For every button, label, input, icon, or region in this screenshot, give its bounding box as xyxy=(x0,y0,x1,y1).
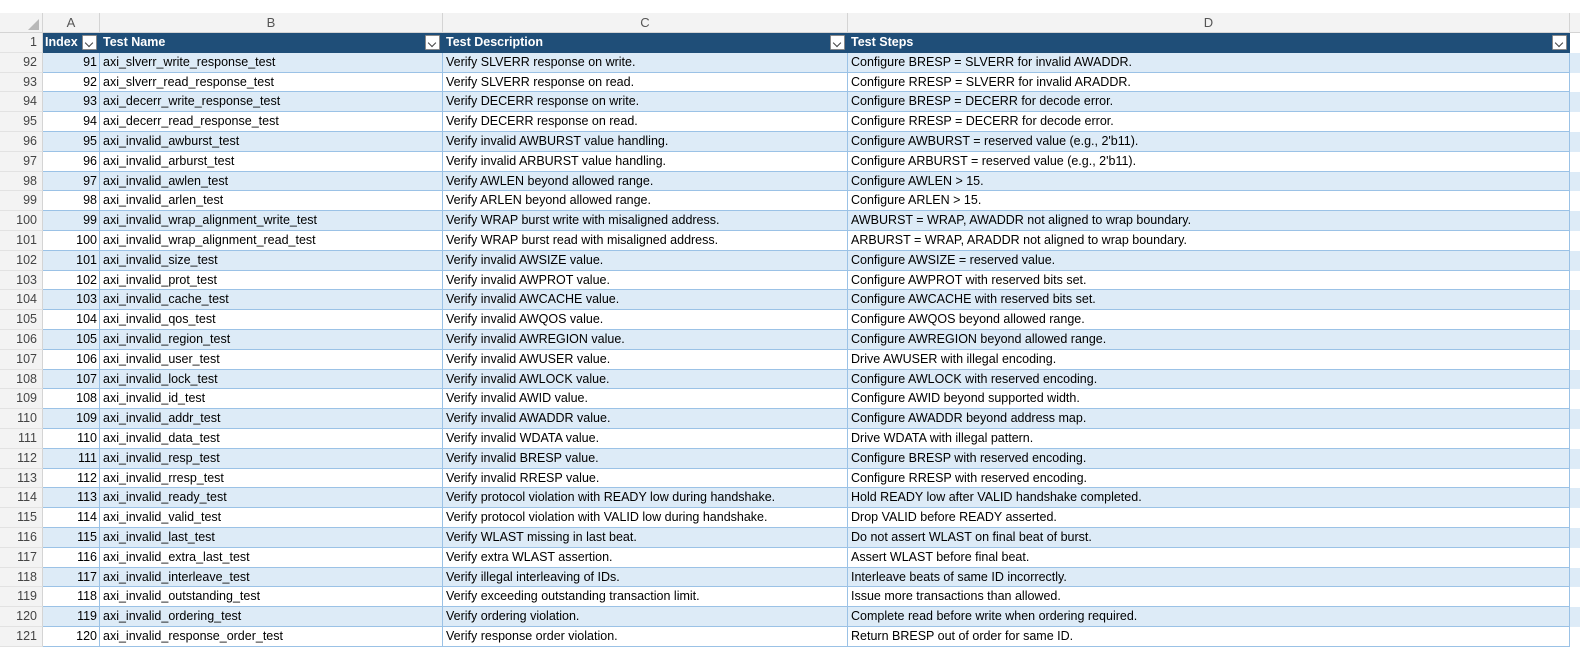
cell-index[interactable]: 91 xyxy=(43,53,100,73)
filter-dropdown-icon[interactable] xyxy=(82,35,97,50)
column-header-b[interactable]: B xyxy=(100,13,443,33)
row-number[interactable]: 99 xyxy=(0,191,43,211)
cell-test-steps[interactable]: Configure AWQOS beyond allowed range. xyxy=(848,310,1570,330)
row-number[interactable]: 104 xyxy=(0,290,43,310)
cell-index[interactable]: 114 xyxy=(43,508,100,528)
column-header-a[interactable]: A xyxy=(43,13,100,33)
cell-test-name[interactable]: axi_invalid_response_order_test xyxy=(100,627,443,647)
cell-index[interactable]: 119 xyxy=(43,607,100,627)
cell-index[interactable]: 94 xyxy=(43,112,100,132)
cell-test-description[interactable]: Verify invalid AWREGION value. xyxy=(443,330,848,350)
row-number[interactable]: 116 xyxy=(0,528,43,548)
table-row xyxy=(0,587,1580,607)
cell-test-description[interactable]: Verify invalid RRESP value. xyxy=(443,469,848,489)
cell-test-description[interactable]: Verify DECERR response on read. xyxy=(443,112,848,132)
cell-test-description[interactable]: Verify invalid WDATA value. xyxy=(443,429,848,449)
cell-test-name[interactable]: axi_decerr_read_response_test xyxy=(100,112,443,132)
table-row xyxy=(0,429,1580,449)
cell-test-steps[interactable]: Do not assert WLAST on final beat of burst. xyxy=(848,528,1570,548)
cell-test-name[interactable]: axi_slverr_write_response_test xyxy=(100,53,443,73)
cell-test-description[interactable]: Verify response order violation. xyxy=(443,627,848,647)
select-all-button[interactable] xyxy=(0,13,43,33)
table-row xyxy=(0,568,1580,588)
table-row xyxy=(0,152,1580,172)
spreadsheet-grid xyxy=(0,33,1580,647)
cell-test-steps[interactable]: Configure AWLOCK with reserved encoding. xyxy=(848,370,1570,390)
table-row xyxy=(0,528,1580,548)
row-number[interactable]: 100 xyxy=(0,211,43,231)
cell-index[interactable]: 104 xyxy=(43,310,100,330)
cell-test-description[interactable]: Verify ordering violation. xyxy=(443,607,848,627)
filter-dropdown-icon[interactable] xyxy=(1552,35,1567,50)
row-number[interactable]: 107 xyxy=(0,350,43,370)
column-header-bar xyxy=(0,13,1580,33)
cell-index[interactable]: 110 xyxy=(43,429,100,449)
row-number[interactable]: 113 xyxy=(0,469,43,489)
cell-test-description[interactable]: Verify invalid BRESP value. xyxy=(443,449,848,469)
filter-dropdown-icon[interactable] xyxy=(425,35,440,50)
header-label: Test Steps xyxy=(851,35,914,49)
cell-test-name[interactable]: axi_invalid_cache_test xyxy=(100,290,443,310)
table-row xyxy=(0,370,1580,390)
table-row xyxy=(0,350,1580,370)
table-row xyxy=(0,290,1580,310)
table-row xyxy=(0,389,1580,409)
cell-test-name[interactable]: axi_invalid_ordering_test xyxy=(100,607,443,627)
cell-index[interactable]: 93 xyxy=(43,92,100,112)
cell-index[interactable]: 105 xyxy=(43,330,100,350)
cell-test-name[interactable]: axi_invalid_data_test xyxy=(100,429,443,449)
cell-index[interactable]: 111 xyxy=(43,449,100,469)
table-row xyxy=(0,469,1580,489)
table-row xyxy=(0,191,1580,211)
cell-test-steps[interactable]: Drive AWUSER with illegal encoding. xyxy=(848,350,1570,370)
cell-test-description[interactable]: Verify invalid AWCACHE value. xyxy=(443,290,848,310)
row-number[interactable]: 114 xyxy=(0,488,43,508)
header-label: Test Name xyxy=(103,35,166,49)
cell-test-steps[interactable]: Hold READY low after VALID handshake completed. xyxy=(848,488,1570,508)
cell-index[interactable]: 96 xyxy=(43,152,100,172)
cell-test-name[interactable]: axi_invalid_region_test xyxy=(100,330,443,350)
cell-test-name[interactable]: axi_invalid_extra_last_test xyxy=(100,548,443,568)
cell-test-steps[interactable]: Drive WDATA with illegal pattern. xyxy=(848,429,1570,449)
row-number[interactable]: 109 xyxy=(0,389,43,409)
row-number[interactable]: 119 xyxy=(0,587,43,607)
table-row xyxy=(0,231,1580,251)
cell-index[interactable]: 101 xyxy=(43,251,100,271)
header-cell-index[interactable] xyxy=(43,33,100,53)
cell-test-description[interactable]: Verify protocol violation with READY low during handshake. xyxy=(443,488,848,508)
cell-test-steps[interactable]: Configure BRESP = DECERR for decode error. xyxy=(848,92,1570,112)
table-row xyxy=(0,627,1580,647)
table-row xyxy=(0,271,1580,291)
cell-index[interactable]: 113 xyxy=(43,488,100,508)
cell-test-description[interactable]: Verify invalid AWLOCK value. xyxy=(443,370,848,390)
cell-index[interactable]: 115 xyxy=(43,528,100,548)
table-row xyxy=(0,53,1580,73)
cell-test-description[interactable]: Verify invalid AWUSER value. xyxy=(443,350,848,370)
cell-test-description[interactable]: Verify DECERR response on write. xyxy=(443,92,848,112)
cell-test-description[interactable]: Verify AWLEN beyond allowed range. xyxy=(443,172,848,192)
table-row xyxy=(0,330,1580,350)
cell-test-name[interactable]: axi_invalid_outstanding_test xyxy=(100,587,443,607)
cell-test-name[interactable]: axi_invalid_qos_test xyxy=(100,310,443,330)
row-number[interactable]: 118 xyxy=(0,568,43,588)
cell-index[interactable]: 108 xyxy=(43,389,100,409)
cell-index[interactable]: 99 xyxy=(43,211,100,231)
cell-index[interactable]: 102 xyxy=(43,271,100,291)
table-header-row xyxy=(0,33,1580,53)
row-number[interactable]: 97 xyxy=(0,152,43,172)
cell-index[interactable]: 97 xyxy=(43,172,100,192)
cell-test-steps[interactable]: AWBURST = WRAP, AWADDR not aligned to wrap boundary. xyxy=(848,211,1570,231)
row-number[interactable]: 92 xyxy=(0,53,43,73)
cell-test-steps[interactable]: Configure AWLEN > 15. xyxy=(848,172,1570,192)
row-number[interactable]: 94 xyxy=(0,92,43,112)
cell-test-steps[interactable]: Drop VALID before READY asserted. xyxy=(848,508,1570,528)
cell-test-name[interactable]: axi_invalid_valid_test xyxy=(100,508,443,528)
cell-test-steps[interactable]: Configure RRESP = SLVERR for invalid ARADDR. xyxy=(848,73,1570,93)
cell-test-description[interactable]: Verify invalid AWSIZE value. xyxy=(443,251,848,271)
table-row xyxy=(0,508,1580,528)
header-label: Test Description xyxy=(446,35,544,49)
header-cell-test-description[interactable] xyxy=(443,33,848,53)
cell-test-steps[interactable]: Configure AWSIZE = reserved value. xyxy=(848,251,1570,271)
cell-test-name[interactable]: axi_slverr_read_response_test xyxy=(100,73,443,93)
row-number[interactable]: 105 xyxy=(0,310,43,330)
cell-test-name[interactable]: axi_invalid_lock_test xyxy=(100,370,443,390)
cell-test-steps[interactable]: Interleave beats of same ID incorrectly. xyxy=(848,568,1570,588)
table-row xyxy=(0,172,1580,192)
cell-test-name[interactable]: axi_invalid_resp_test xyxy=(100,449,443,469)
cell-test-steps[interactable]: Configure RRESP = DECERR for decode error. xyxy=(848,112,1570,132)
cell-test-steps[interactable]: Configure AWADDR beyond address map. xyxy=(848,409,1570,429)
row-number[interactable]: 93 xyxy=(0,73,43,93)
cell-test-steps[interactable]: Assert WLAST before final beat. xyxy=(848,548,1570,568)
table-row xyxy=(0,132,1580,152)
cell-test-steps[interactable]: Return BRESP out of order for same ID. xyxy=(848,627,1570,647)
row-number[interactable]: 111 xyxy=(0,429,43,449)
cell-test-name[interactable]: axi_invalid_last_test xyxy=(100,528,443,548)
cell-test-name[interactable]: axi_invalid_user_test xyxy=(100,350,443,370)
table-row xyxy=(0,409,1580,429)
table-row xyxy=(0,488,1580,508)
cell-test-name[interactable]: axi_invalid_rresp_test xyxy=(100,469,443,489)
header-cell-test-name[interactable] xyxy=(100,33,443,53)
row-number[interactable]: 121 xyxy=(0,627,43,647)
row-number[interactable]: 112 xyxy=(0,449,43,469)
cell-test-steps[interactable]: Complete read before write when ordering required. xyxy=(848,607,1570,627)
cell-test-steps[interactable]: Configure AWBURST = reserved value (e.g., 2'b11). xyxy=(848,132,1570,152)
cell-test-name[interactable]: axi_decerr_write_response_test xyxy=(100,92,443,112)
cell-test-name[interactable]: axi_invalid_prot_test xyxy=(100,271,443,291)
cell-test-description[interactable]: Verify invalid ARBURST value handling. xyxy=(443,152,848,172)
cell-index[interactable]: 100 xyxy=(43,231,100,251)
cell-index[interactable]: 120 xyxy=(43,627,100,647)
cell-index[interactable]: 103 xyxy=(43,290,100,310)
cell-index[interactable]: 98 xyxy=(43,191,100,211)
filter-dropdown-icon[interactable] xyxy=(830,35,845,50)
row-number[interactable]: 1 xyxy=(0,33,43,53)
cell-test-description[interactable]: Verify invalid AWBURST value handling. xyxy=(443,132,848,152)
cell-test-name[interactable]: axi_invalid_wrap_alignment_read_test xyxy=(100,231,443,251)
cell-test-description[interactable]: Verify WRAP burst write with misaligned address. xyxy=(443,211,848,231)
cell-test-description[interactable]: Verify WLAST missing in last beat. xyxy=(443,528,848,548)
row-number[interactable]: 103 xyxy=(0,271,43,291)
cell-test-description[interactable]: Verify SLVERR response on write. xyxy=(443,53,848,73)
cell-index[interactable]: 117 xyxy=(43,568,100,588)
cell-test-name[interactable]: axi_invalid_wrap_alignment_write_test xyxy=(100,211,443,231)
row-number[interactable]: 108 xyxy=(0,370,43,390)
cell-test-steps[interactable]: Configure AWPROT with reserved bits set. xyxy=(848,271,1570,291)
row-number[interactable]: 106 xyxy=(0,330,43,350)
cell-test-description[interactable]: Verify illegal interleaving of IDs. xyxy=(443,568,848,588)
table-row xyxy=(0,211,1580,231)
cell-test-description[interactable]: Verify invalid AWADDR value. xyxy=(443,409,848,429)
cell-index[interactable]: 109 xyxy=(43,409,100,429)
table-row xyxy=(0,73,1580,93)
cell-test-name[interactable]: axi_invalid_arburst_test xyxy=(100,152,443,172)
cell-index[interactable]: 118 xyxy=(43,587,100,607)
cell-test-name[interactable]: axi_invalid_arlen_test xyxy=(100,191,443,211)
cell-index[interactable]: 95 xyxy=(43,132,100,152)
table-row xyxy=(0,548,1580,568)
cell-test-description[interactable]: Verify protocol violation with VALID low during handshake. xyxy=(443,508,848,528)
column-header-c[interactable]: C xyxy=(443,13,848,33)
table-row xyxy=(0,112,1580,132)
cell-test-steps[interactable]: Configure RRESP with reserved encoding. xyxy=(848,469,1570,489)
cell-test-steps[interactable]: Configure BRESP with reserved encoding. xyxy=(848,449,1570,469)
row-number[interactable]: 102 xyxy=(0,251,43,271)
row-number[interactable]: 98 xyxy=(0,172,43,192)
row-number[interactable]: 110 xyxy=(0,409,43,429)
table-row xyxy=(0,251,1580,271)
cell-test-name[interactable]: axi_invalid_awlen_test xyxy=(100,172,443,192)
row-number[interactable]: 101 xyxy=(0,231,43,251)
cell-test-steps[interactable]: Configure ARLEN > 15. xyxy=(848,191,1570,211)
cell-test-steps[interactable]: ARBURST = WRAP, ARADDR not aligned to wrap boundary. xyxy=(848,231,1570,251)
cell-test-description[interactable]: Verify SLVERR response on read. xyxy=(443,73,848,93)
row-number[interactable]: 120 xyxy=(0,607,43,627)
cell-test-name[interactable]: axi_invalid_interleave_test xyxy=(100,568,443,588)
cell-test-steps[interactable]: Configure AWID beyond supported width. xyxy=(848,389,1570,409)
cell-test-name[interactable]: axi_invalid_id_test xyxy=(100,389,443,409)
row-number[interactable]: 115 xyxy=(0,508,43,528)
cell-index[interactable]: 116 xyxy=(43,548,100,568)
cell-test-description[interactable]: Verify WRAP burst read with misaligned address. xyxy=(443,231,848,251)
cell-index[interactable]: 107 xyxy=(43,370,100,390)
table-row xyxy=(0,92,1580,112)
cell-test-steps[interactable]: Configure AWCACHE with reserved bits set. xyxy=(848,290,1570,310)
header-label: Index xyxy=(45,35,78,49)
column-header-d[interactable]: D xyxy=(848,13,1570,33)
cell-test-steps[interactable]: Configure BRESP = SLVERR for invalid AWADDR. xyxy=(848,53,1570,73)
cell-test-description[interactable]: Verify invalid AWPROT value. xyxy=(443,271,848,291)
cell-test-steps[interactable]: Configure ARBURST = reserved value (e.g., 2'b11). xyxy=(848,152,1570,172)
cell-test-name[interactable]: axi_invalid_addr_test xyxy=(100,409,443,429)
cell-test-description[interactable]: Verify invalid AWID value. xyxy=(443,389,848,409)
row-number[interactable]: 95 xyxy=(0,112,43,132)
cell-test-name[interactable]: axi_invalid_size_test xyxy=(100,251,443,271)
cell-test-description[interactable]: Verify exceeding outstanding transaction limit. xyxy=(443,587,848,607)
cell-index[interactable]: 92 xyxy=(43,73,100,93)
row-number[interactable]: 117 xyxy=(0,548,43,568)
cell-test-name[interactable]: axi_invalid_ready_test xyxy=(100,488,443,508)
table-row xyxy=(0,607,1580,627)
cell-index[interactable]: 106 xyxy=(43,350,100,370)
cell-test-description[interactable]: Verify ARLEN beyond allowed range. xyxy=(443,191,848,211)
cell-test-steps[interactable]: Issue more transactions than allowed. xyxy=(848,587,1570,607)
cell-test-description[interactable]: Verify extra WLAST assertion. xyxy=(443,548,848,568)
table-row xyxy=(0,310,1580,330)
cell-test-description[interactable]: Verify invalid AWQOS value. xyxy=(443,310,848,330)
row-number[interactable]: 96 xyxy=(0,132,43,152)
cell-test-steps[interactable]: Configure AWREGION beyond allowed range. xyxy=(848,330,1570,350)
cell-index[interactable]: 112 xyxy=(43,469,100,489)
cell-test-name[interactable]: axi_invalid_awburst_test xyxy=(100,132,443,152)
select-all-icon xyxy=(28,19,39,30)
table-row xyxy=(0,449,1580,469)
header-cell-test-steps[interactable] xyxy=(848,33,1570,53)
